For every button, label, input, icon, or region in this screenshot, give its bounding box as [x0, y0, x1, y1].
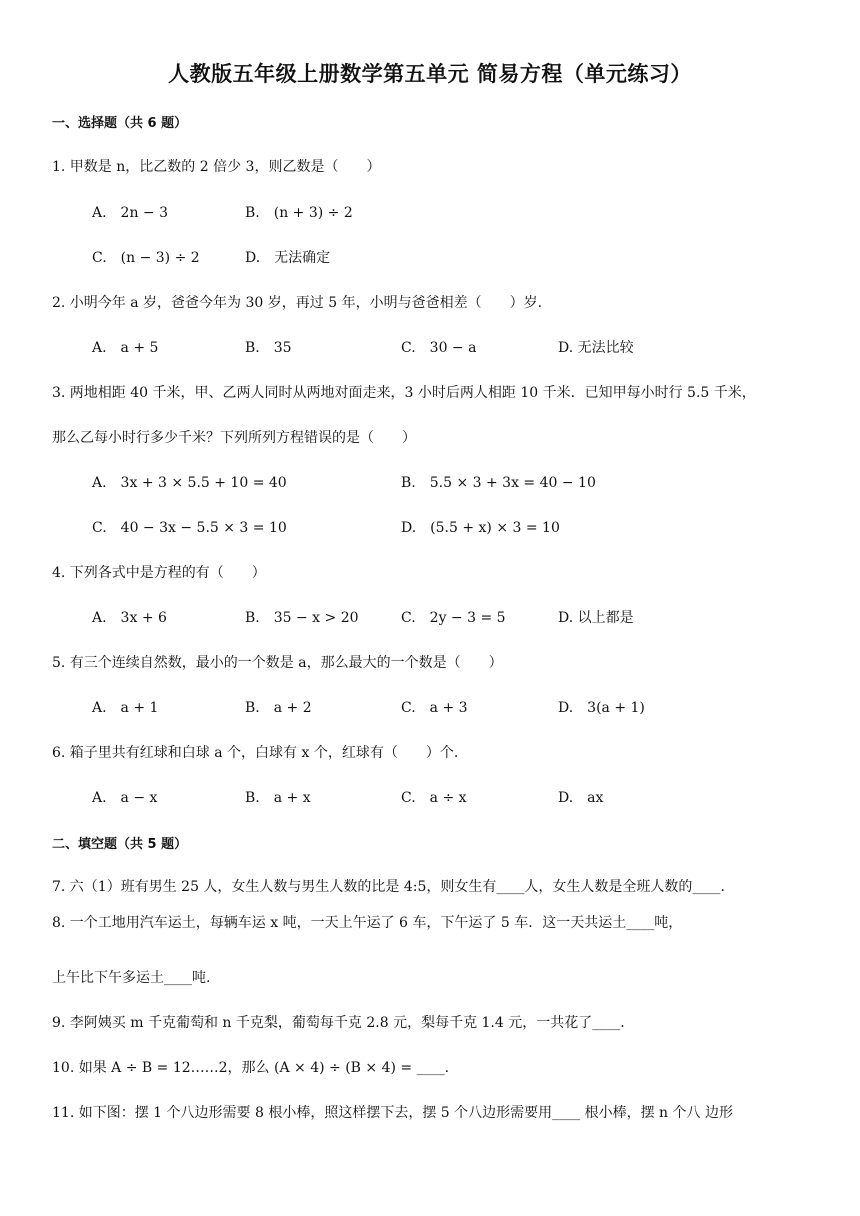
q3-option-a: A. 3x + 3 × 5.5 + 10 = 40 [92, 475, 287, 491]
q1-option-b: B. (n + 3) ÷ 2 [245, 205, 353, 221]
section-heading-fill: 二、填空题（共 5 题） [52, 837, 188, 852]
q4-option-b: B. 35 − x > 20 [245, 610, 359, 626]
q5-option-a: A. a + 1 [92, 700, 159, 716]
q3-option-b: B. 5.5 × 3 + 3x = 40 − 10 [401, 475, 596, 491]
q3-option-d: D. (5.5 + x) × 3 = 10 [401, 520, 560, 536]
q5-option-b: B. a + 2 [245, 700, 312, 716]
question-6: 6. 箱子里共有红球和白球 a 个，白球有 x 个，红球有（ ）个. [52, 745, 459, 761]
q2-option-c: C. 30 − a [401, 340, 477, 356]
q5-option-d: D. 3(a + 1) [558, 700, 645, 716]
question-8-line-2: 上午比下午多运土____吨. [52, 970, 211, 986]
q6-option-d: D. ax [558, 790, 604, 806]
q4-option-c: C. 2y − 3 = 5 [401, 610, 506, 626]
page-title: 人教版五年级上册数学第五单元 简易方程（单元练习） [168, 62, 692, 86]
question-4: 4. 下列各式中是方程的有（ ） [52, 565, 266, 581]
question-3-line-1: 3. 两地相距 40 千米，甲、乙两人同时从两地对面走来，3 小时后两人相距 10 千米．已知甲每小时行 5.5 千米， [52, 385, 756, 401]
q1-option-d: D. 无法确定 [245, 250, 331, 266]
q2-option-a: A. a + 5 [92, 340, 159, 356]
q6-option-b: B. a + x [245, 790, 311, 806]
q6-option-a: A. a − x [92, 790, 158, 806]
q1-option-a: A. 2n − 3 [92, 205, 169, 221]
q2-option-d: D. 无法比较 [558, 340, 634, 356]
q1-option-c: C. (n − 3) ÷ 2 [92, 250, 200, 266]
question-10: 10. 如果 A ÷ B = 12……2，那么 (A × 4) ÷ (B × 4) = ____. [52, 1060, 450, 1076]
q4-option-a: A. 3x + 6 [92, 610, 167, 626]
question-2: 2. 小明今年 a 岁，爸爸今年为 30 岁，再过 5 年，小明与爸爸相差（ ）岁. [52, 295, 543, 311]
question-11: 11. 如下图：摆 1 个八边形需要 8 根小棒，照这样摆下去，摆 5 个八边形需要用____ 根小棒，摆 n 个八 边形 [52, 1105, 733, 1121]
q2-option-b: B. 35 [245, 340, 292, 356]
q3-option-c: C. 40 − 3x − 5.5 × 3 = 10 [92, 520, 287, 536]
q4-option-d: D. 以上都是 [558, 610, 634, 626]
question-9: 9. 李阿姨买 m 千克葡萄和 n 千克梨，葡萄每千克 2.8 元，梨每千克 1.4 元，一共花了____. [52, 1015, 625, 1031]
question-8-line-1: 8. 一个工地用汽车运土，每辆车运 x 吨，一天上午运了 6 车，下午运了 5 车．这一天共运土____吨， [52, 915, 683, 931]
question-1: 1. 甲数是 n，比乙数的 2 倍少 3，则乙数是（ ） [52, 159, 381, 175]
question-5: 5. 有三个连续自然数，最小的一个数是 a，那么最大的一个数是（ ） [52, 655, 503, 671]
question-7: 7. 六（1）班有男生 25 人，女生人数与男生人数的比是 4:5，则女生有____人，女生人数是全班人数的____. [52, 879, 725, 895]
section-heading-choice: 一、选择题（共 6 题） [52, 116, 188, 131]
q6-option-c: C. a ÷ x [401, 790, 467, 806]
question-3-line-2: 那么乙每小时行多少千米？下列所列方程错误的是（ ） [52, 430, 416, 446]
q5-option-c: C. a + 3 [401, 700, 468, 716]
